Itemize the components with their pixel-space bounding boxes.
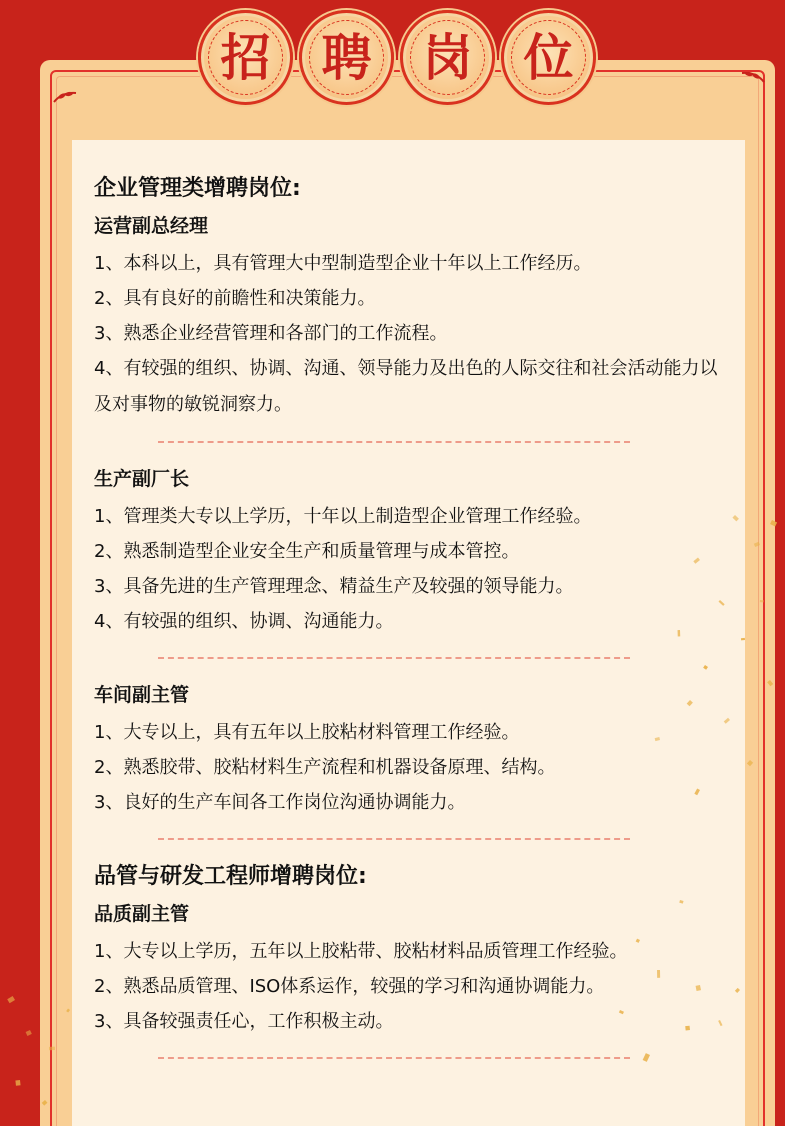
requirement-item: 1、管理类大专以上学历，十年以上制造型企业管理工作经验。	[94, 506, 592, 527]
requirement-item: 3、具备较强责任心，工作积极主动。	[94, 1011, 394, 1032]
confetti-fleck	[741, 638, 745, 640]
requirement-item: 3、良好的生产车间各工作岗位沟通协调能力。	[94, 792, 466, 813]
position-title: 运营副总经理	[94, 215, 209, 237]
confetti-fleck	[643, 1053, 650, 1062]
confetti-fleck	[754, 542, 760, 547]
confetti-fleck	[696, 985, 701, 991]
confetti-fleck	[685, 1026, 690, 1031]
confetti-fleck	[735, 988, 740, 993]
requirement-item: 1、大专以上，具有五年以上胶粘材料管理工作经验。	[94, 722, 520, 743]
requirement-item: 3、具备先进的生产管理理念、精益生产及较强的领导能力。	[94, 576, 574, 597]
title-char: 位	[523, 28, 574, 87]
requirement-item: 2、熟悉制造型企业安全生产和质量管理与成本管控。	[94, 541, 520, 562]
confetti-fleck	[718, 1020, 722, 1026]
requirement-item: 2、熟悉胶带、胶粘材料生产流程和机器设备原理、结构。	[94, 757, 556, 778]
confetti-fleck	[694, 788, 700, 795]
confetti-fleck	[15, 1080, 20, 1086]
requirement-item: 2、具有良好的前瞻性和决策能力。	[94, 288, 376, 309]
requirement-item: 2、熟悉品质管理、ISO体系运作，较强的学习和沟通协调能力。	[94, 976, 605, 997]
position-title: 品质副主管	[94, 903, 190, 925]
title-char: 聘	[321, 28, 372, 87]
confetti-fleck	[719, 600, 725, 606]
confetti-fleck	[26, 1030, 32, 1036]
requirement-item: 3、熟悉企业经营管理和各部门的工作流程。	[94, 323, 448, 344]
requirement-item: 1、大专以上学历，五年以上胶粘带、胶粘材料品质管理工作经验。	[94, 941, 628, 962]
confetti-fleck	[760, 600, 764, 602]
title-char: 岗	[422, 28, 473, 87]
confetti-fleck	[687, 700, 693, 706]
confetti-fleck	[770, 520, 777, 527]
confetti-fleck	[679, 900, 683, 904]
confetti-fleck	[657, 970, 660, 978]
confetti-fleck	[66, 1009, 70, 1013]
position-title: 车间副主管	[94, 684, 190, 706]
confetti-fleck	[724, 718, 730, 724]
confetti-fleck	[678, 630, 681, 636]
requirement-item: 4、有较强的组织、协调、沟通能力。	[94, 611, 394, 632]
confetti-fleck	[49, 1047, 55, 1051]
confetti-fleck	[732, 515, 738, 521]
confetti-fleck	[619, 1010, 624, 1014]
confetti-fleck	[693, 557, 700, 563]
requirement-item: 4、有较强的组织、协调、沟通、领导能力及出色的人际交往和社会活动能力以及对事物的敏锐洞察力。	[94, 358, 718, 415]
category-heading: 品管与研发工程师增聘岗位:	[94, 864, 367, 889]
confetti-fleck	[767, 680, 773, 686]
confetti-fleck	[747, 760, 753, 766]
confetti-fleck	[7, 996, 15, 1003]
category-heading: 企业管理类增聘岗位:	[94, 176, 301, 201]
position-title: 生产副厂长	[94, 468, 190, 490]
confetti-fleck	[703, 665, 708, 670]
requirement-item: 1、本科以上，具有管理大中型制造型企业十年以上工作经历。	[94, 253, 592, 274]
title-char: 招	[220, 28, 271, 87]
confetti-fleck	[636, 939, 640, 943]
confetti-fleck	[655, 737, 660, 741]
confetti-fleck	[42, 1100, 48, 1106]
